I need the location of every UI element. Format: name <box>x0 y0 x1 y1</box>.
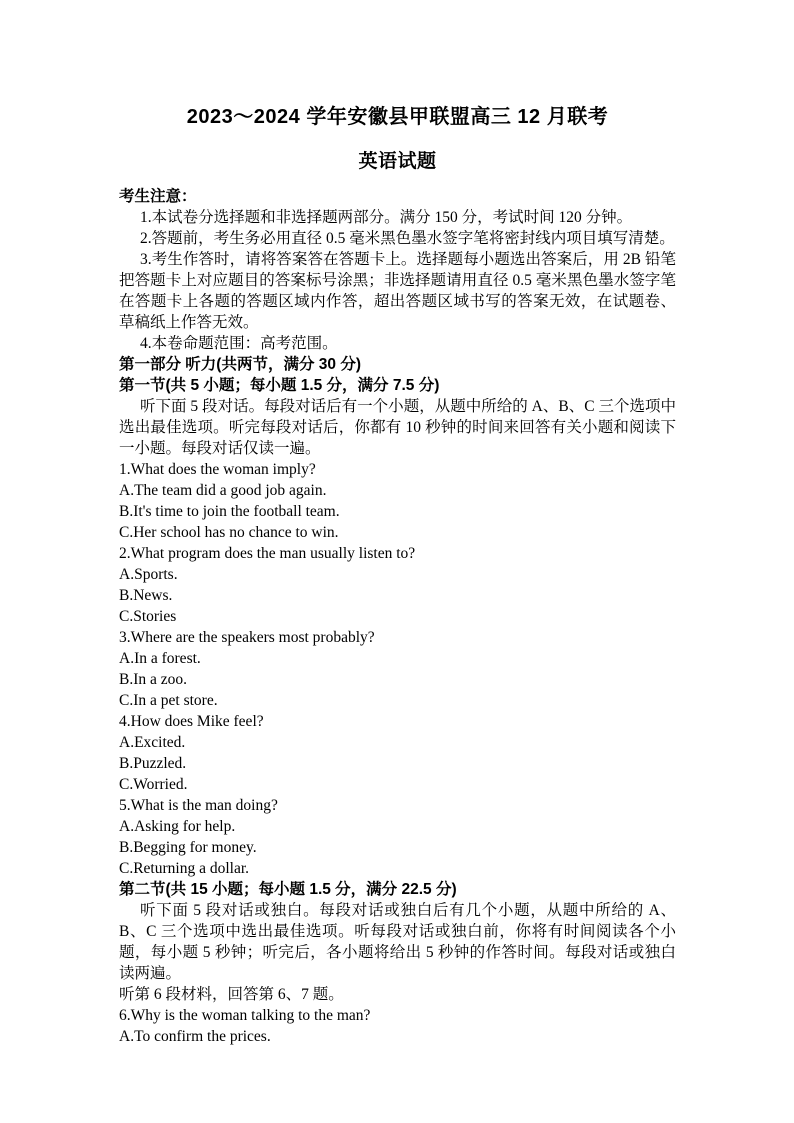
question-3-stem: 3.Where are the speakers most probably? <box>119 629 375 646</box>
question-1-option-a: A.The team did a good job again. <box>119 482 327 499</box>
question-2 <box>119 543 676 627</box>
part1-heading: 第一部分 听力(共两节，满分 30 分) <box>119 356 361 373</box>
question-3-option-b: B.In a zoo. <box>119 671 188 688</box>
section2-heading: 第二节(共 15 小题；每小题 1.5 分，满分 22.5 分) <box>119 881 457 898</box>
question-2-option-a: A.Sports. <box>119 566 178 583</box>
question-1-stem: 1.What does the woman imply? <box>119 461 316 478</box>
section1-instructions: 听下面 5 段对话。每段对话后有一个小题，从题中所给的 A、B、C 三个选项中选出最佳选项。听完每段对话后，你都有 10 秒钟的时间来回答有关小题和阅读下一小题。每段对话仅读一遍。 <box>119 398 676 457</box>
listening-section-2 <box>119 879 676 1047</box>
notice-heading: 考生注意： <box>119 188 197 205</box>
question-4-option-a: A.Excited. <box>119 734 186 751</box>
notice-item-4: 4.本卷命题范围：高考范围。 <box>140 335 338 352</box>
notice-item-3: 3.考生作答时，请将答案答在答题卡上。选择题每小题选出答案后，用 2B 铅笔把答题卡上对应题目的答案标号涂黑；非选择题请用直径 0.5 毫米黑色墨水签字笔在答题卡上各题的答题区域内作答，超出答题区域书写的答案无效，在试题卷、草稿纸上作答无效。 <box>119 251 676 331</box>
question-1-option-b: B.It's time to join the football team. <box>119 503 340 520</box>
question-4-stem: 4.How does Mike feel? <box>119 713 264 730</box>
question-2-option-b: B.News. <box>119 587 173 604</box>
question-6 <box>119 1005 676 1047</box>
question-5-option-c: C.Returning a dollar. <box>119 860 250 877</box>
part1-listening-section <box>119 354 676 1047</box>
question-3 <box>119 627 676 711</box>
question-4 <box>119 711 676 795</box>
question-1-option-c: C.Her school has no chance to win. <box>119 524 339 541</box>
material-6-note: 听第 6 段材料，回答第 6、7 题。 <box>119 986 344 1003</box>
question-5 <box>119 795 676 879</box>
question-2-option-c: C.Stories <box>119 608 177 625</box>
question-5-option-b: B.Begging for money. <box>119 839 257 856</box>
question-2-stem: 2.What program does the man usually listen to? <box>119 545 416 562</box>
question-5-stem: 5.What is the man doing? <box>119 797 278 814</box>
candidate-notice-section <box>119 186 676 354</box>
question-1 <box>119 459 676 543</box>
notice-item-2: 2.答题前，考生务必用直径 0.5 毫米黑色墨水签字笔将密封线内项目填写清楚。 <box>140 230 675 247</box>
question-3-option-c: C.In a pet store. <box>119 692 218 709</box>
notice-item-1: 1.本试卷分选择题和非选择题两部分。满分 150 分，考试时间 120 分钟。 <box>140 209 633 226</box>
question-3-option-a: A.In a forest. <box>119 650 201 667</box>
exam-subtitle: 英语试题 <box>358 151 437 172</box>
question-4-option-b: B.Puzzled. <box>119 755 187 772</box>
question-4-option-c: C.Worried. <box>119 776 188 793</box>
section1-heading: 第一节(共 5 小题；每小题 1.5 分，满分 7.5 分) <box>119 377 440 394</box>
question-5-option-a: A.Asking for help. <box>119 818 236 835</box>
question-6-option-a: A.To confirm the prices. <box>119 1028 271 1045</box>
question-6-stem: 6.Why is the woman talking to the man? <box>119 1007 371 1024</box>
section2-instructions: 听下面 5 段对话或独白。每段对话或独白后有几个小题，从题中所给的 A、B、C 三个选项中选出最佳选项。听每段对话或独白前，你将有时间阅读各个小题，每小题 5 秒钟；听完后，各小题将给出 5 秒钟的作答时间。每段对话或独白读两遍。 <box>119 902 676 982</box>
listening-section-1 <box>119 375 676 879</box>
exam-title: 2023～2024 学年安徽县甲联盟高三 12 月联考 <box>186 106 609 128</box>
